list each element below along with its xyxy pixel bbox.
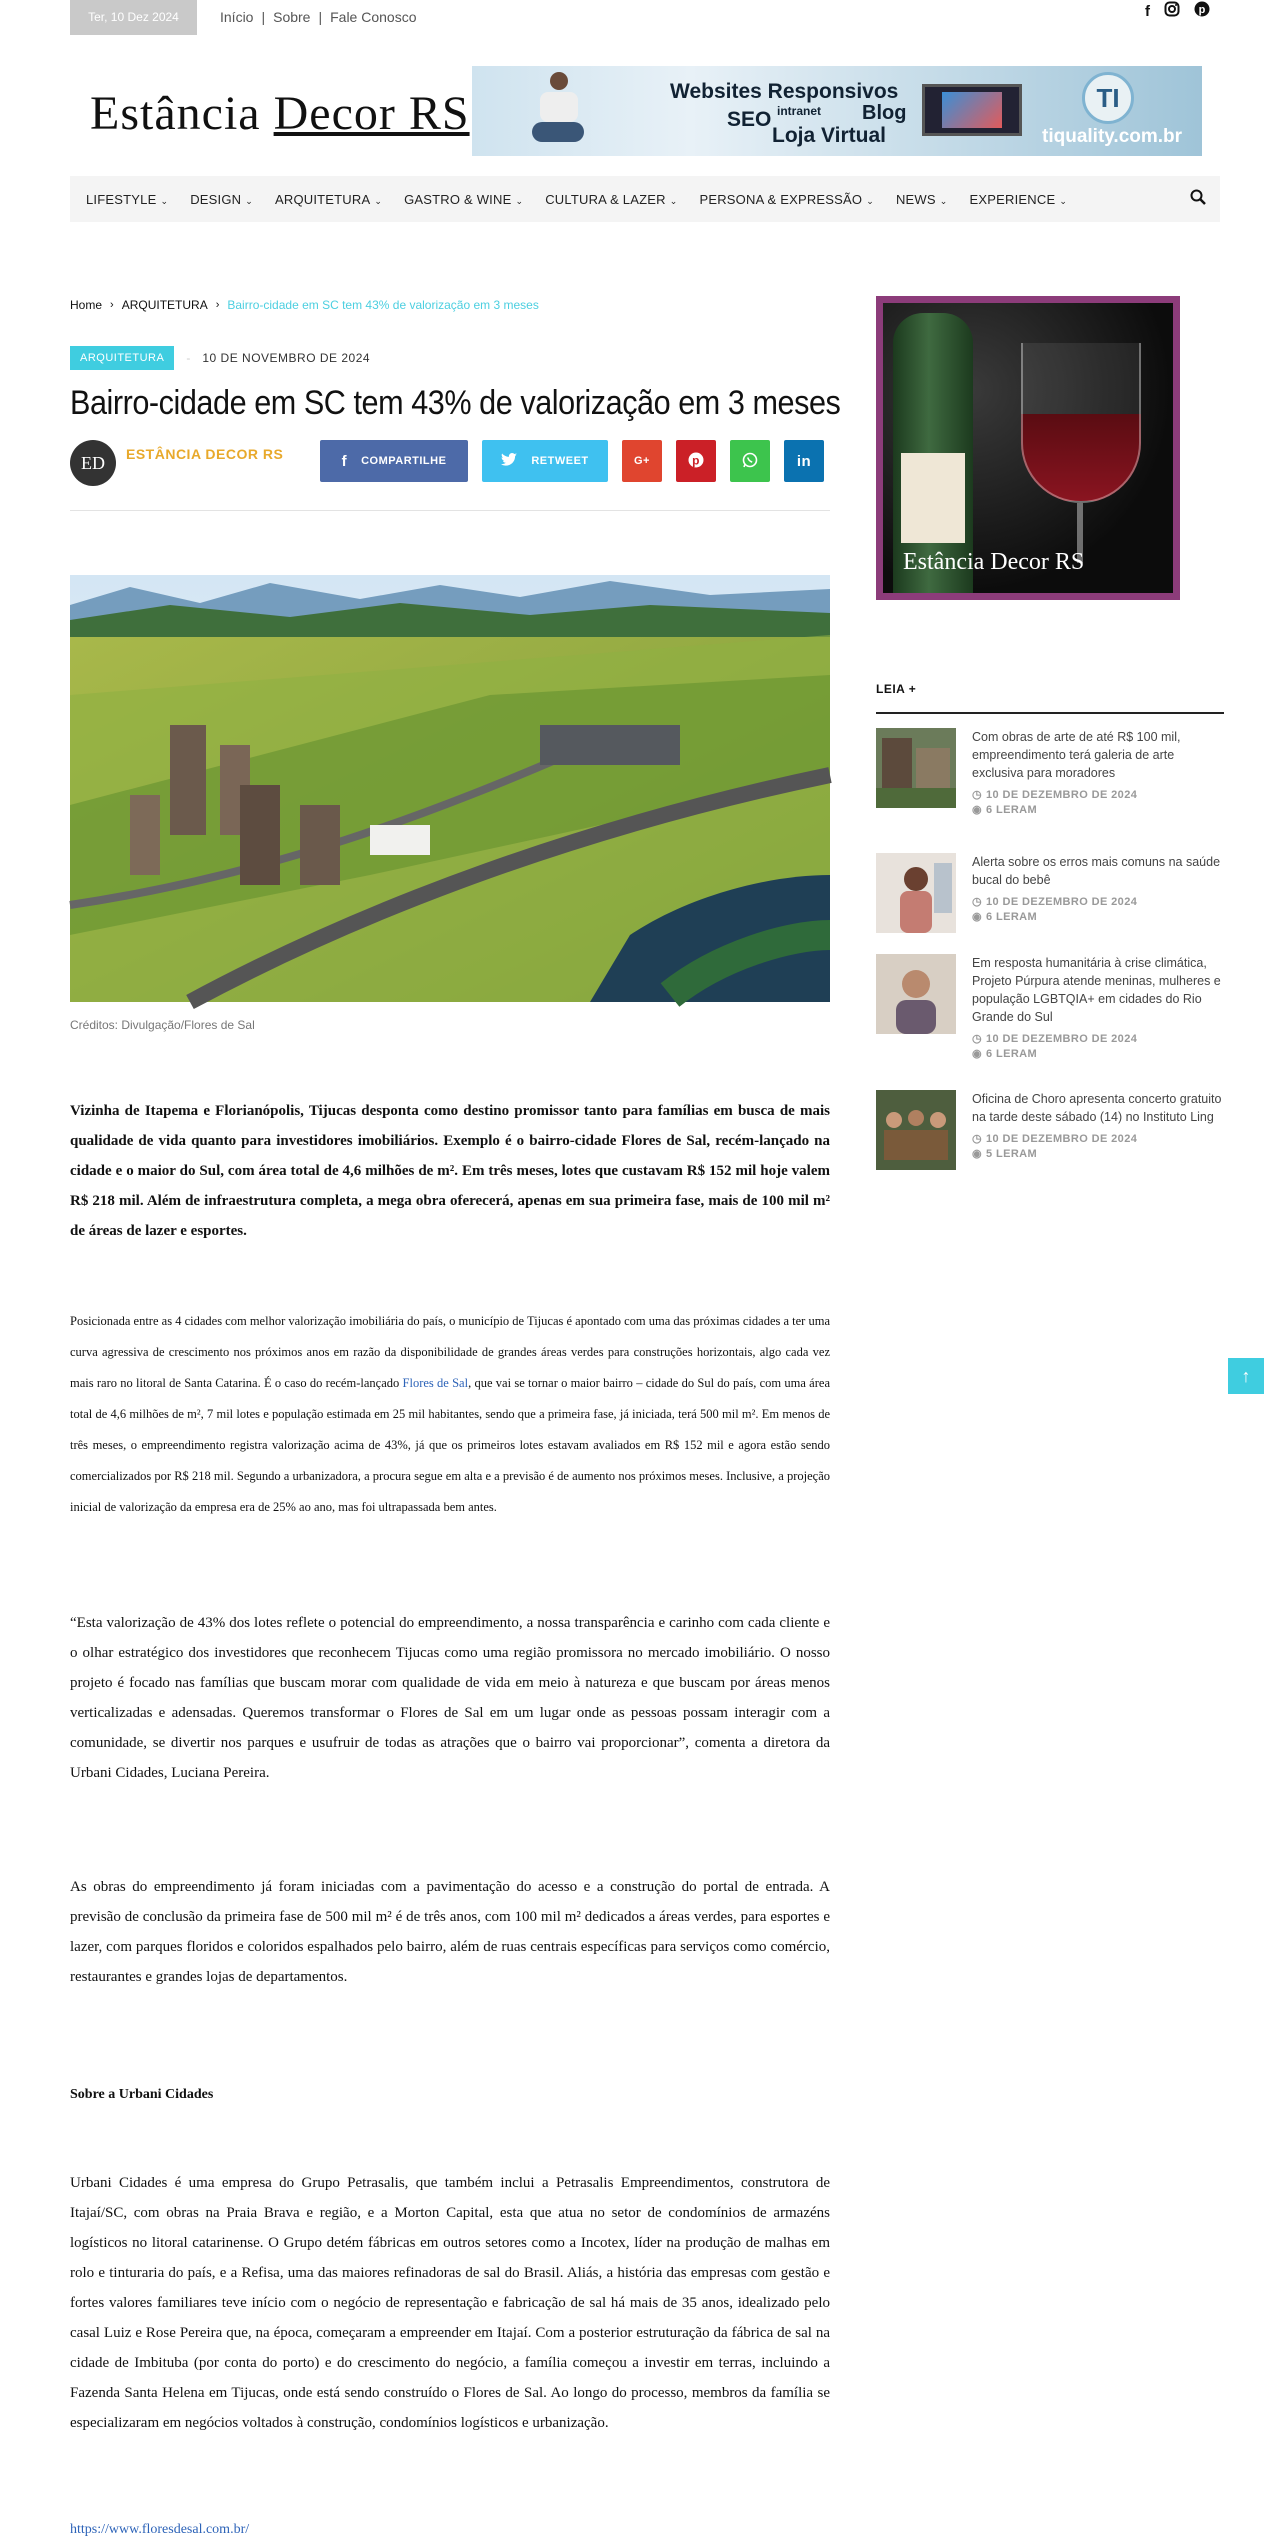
leia-thumbnail[interactable] <box>876 1090 956 1170</box>
facebook-icon: f <box>341 452 348 470</box>
leia-date: ◷ 10 DE DEZEMBRO DE 2024 <box>972 789 1138 801</box>
share-facebook-label: COMPARTILHE <box>361 455 447 467</box>
leia-title[interactable]: Com obras de arte de até R$ 100 mil, empreendimento terá galeria de arte exclusiva para moradores <box>972 730 1181 780</box>
ad-text: Estância Decor RS <box>903 549 1085 575</box>
floresdesal-site-link[interactable]: https://www.floresdesal.com.br/ <box>70 2522 250 2537</box>
sobre-heading: Sobre a Urbani Cidades <box>70 2087 214 2102</box>
leia-date: ◷ 10 DE DEZEMBRO DE 2024 <box>972 1133 1138 1145</box>
instagram-icon[interactable] <box>1164 1 1180 21</box>
chevron-down-icon: ⌄ <box>245 195 253 206</box>
author-avatar[interactable]: ED <box>70 440 116 486</box>
eye-icon: ◉ <box>972 804 982 816</box>
leia-title[interactable]: Alerta sobre os erros mais comuns na saúde bucal do bebê <box>972 855 1221 887</box>
share-facebook-button[interactable] <box>320 440 468 482</box>
chevron-right-icon: › <box>110 299 114 311</box>
nav-item-news[interactable]: NEWS ⌄ <box>895 191 948 207</box>
main-nav <box>70 176 1220 222</box>
breadcrumb-current: Bairro-cidade em SC tem 43% de valorização em 3 meses <box>227 298 539 312</box>
chevron-right-icon: › <box>215 299 220 311</box>
article-title: Bairro-cidade em SC tem 43% de valorização em 3 meses <box>70 384 841 422</box>
eye-icon: ◉ <box>972 911 982 923</box>
article-date: 10 DE NOVEMBRO DE 2024 <box>202 351 371 365</box>
chevron-down-icon: ⌄ <box>160 195 169 206</box>
share-gplus-button[interactable] <box>622 440 662 482</box>
linkedin-icon: in <box>796 452 812 470</box>
article-meta <box>70 346 370 370</box>
breadcrumb-category[interactable]: ARQUITETURA <box>121 298 208 312</box>
pinterest-icon[interactable] <box>1194 1 1210 21</box>
article-paragraph-2: Posicionada entre as 4 cidades com melhor valorização imobiliária do país, o município de Tijucas é apontado com uma das próximas cidades a ter uma curva agressiva de crescimento nos próximos anos em razão da disponibilidade de grandes áreas verdes para construções horizontais, algo cada vez mais raro no litoral de Santa Catarina. É o caso do recém-lançado Flores de Sal, que vai se tornar o maior bairro – cidade do Sul do país, com uma área total de 4,6 milhões de m², 7 mil lotes e população estimada em 25 mil habitantes, sendo que a primeira fase, já iniciada, terá 500 mil m². Em menos de três meses, o empreendimento registra valorização acima de 43%, já que os primeiros lotes estavam avaliados em R$ 152 mil e agora estão sendo comercializados por R$ 218 mil. Segundo a urbanizadora, a procura segue em alta e a previsão é de aumento nos próximos meses. Inclusive, a projeção inicial de valorização da empresa era de 25% ao ano, mas foi ultrapassada bem antes. <box>70 1314 830 1514</box>
banner-monitor-screen <box>942 92 1002 128</box>
top-link-inicio[interactable]: Início <box>220 9 254 25</box>
flores-de-sal-link[interactable]: Flores de Sal <box>402 1376 469 1390</box>
banner-line5: Loja Virtual <box>772 124 886 147</box>
nav-item-design[interactable]: DESIGN ⌄ <box>190 191 253 207</box>
share-twitter-button[interactable] <box>482 440 608 482</box>
share-linkedin-button[interactable] <box>784 440 824 482</box>
meta-separator: - <box>186 351 191 365</box>
article-paragraph-urbani: Urbani Cidades é uma empresa do Grupo Petrasalis, que também inclui a Petrasalis Empreendimentos, construtora de Itajaí/SC, com obras na Praia Brava e região, e a Morton Capital, esta que atua no setor de condomínios de armazéns logísticos no litoral catarinense. O Grupo detém fábricas em outros setores como a Incotex, líder na produção de malhas em rolo e tinturaria do país, e a Refisa, uma das maiores refinadoras de sal do Brasil. Aliás, a história das empresas com gestão e fortes valores familiares teve início com o negócio de representação e fabricação de sal há mais de 35 anos, idealizado pelo casal Luiz e Rose Pereira que, na época, começaram a empreender em Itajaí. Com a posterior estruturação da fábrica de sal na cidade de Imbituba (por conta do porto) e do crescimento do negócio, a família começou a investir em terras, incluindo a Fazenda Santa Helena em Tijucas, onde está sendo construído o Flores de Sal. Ao longo do processo, membros da família se especializaram em negócios voltados à construção, condomínios logísticos e urbanização. <box>70 2175 830 2431</box>
top-link-sobre[interactable]: Sobre <box>273 9 311 25</box>
article-lead: Vizinha de Itapema e Florianópolis, Tijucas desponta como destino promissor tanto para famílias em busca de mais qualidade de vida quanto para investidores imobiliários. Exemplo é o bairro-cidade Flores de Sal, recém-lançado na cidade e o maior do Sul, com área total de 4,6 milhões de m². Em três meses, lotes que custavam R$ 152 mil hoje valem R$ 218 mil. Além de infraestrutura completa, a mega obra oferecerá, apenas em sua primeira fase, mais de 100 mil m² de áreas de lazer e esportes. <box>70 1103 830 1239</box>
chevron-down-icon: ⌄ <box>374 195 383 206</box>
article-hero-image <box>70 575 830 1002</box>
chevron-down-icon: ⌄ <box>1059 195 1068 206</box>
leia-views: ◉ 6 LERAM <box>972 804 1038 816</box>
twitter-icon <box>501 453 517 469</box>
nav-item-cultura-lazer[interactable]: CULTURA & LAZER ⌄ <box>545 191 678 207</box>
clock-icon: ◷ <box>972 789 982 801</box>
wine-image <box>883 303 1173 593</box>
nav-item-experience[interactable]: EXPERIENCE ⌄ <box>969 191 1068 207</box>
back-to-top-button[interactable]: ↑ <box>1228 1358 1264 1394</box>
article-paragraph-obras: As obras do empreendimento já foram iniciadas com a pavimentação do acesso e a construção do portal de entrada. A previsão de conclusão da primeira fase de 500 mil m² é de três anos, com 100 mil m² dedicados a áreas verdes, para esportes e lazer, com parques floridos e coloridos espalhados pelo bairro, além de ruas centrais específicas para serviços como comércio, restaurantes e grandes lojas de departamentos. <box>70 1879 830 1985</box>
image-caption: Créditos: Divulgação/Flores de Sal <box>70 1018 255 1032</box>
eye-icon: ◉ <box>972 1148 982 1160</box>
leia-mais-heading: LEIA + <box>876 680 1224 714</box>
nav-item-gastro-wine[interactable]: GASTRO & WINE ⌄ <box>404 191 524 207</box>
nav-item-arquitetura[interactable]: ARQUITETURA ⌄ <box>274 191 383 207</box>
sidebar-ad[interactable] <box>876 296 1180 600</box>
chevron-down-icon: ⌄ <box>866 195 874 206</box>
whatsapp-icon <box>742 452 758 471</box>
top-bar <box>70 0 1210 35</box>
ad-banner-tiquality[interactable] <box>472 66 1202 156</box>
author-share-row <box>70 440 830 490</box>
svg-text:p: p <box>1198 4 1206 16</box>
leia-title[interactable]: Em resposta humanitária à crise climática, Projeto Púrpura atende meninas, mulheres e população LGBTQIA+ em cidades do Rio Grande do Sul <box>972 956 1221 1024</box>
leia-views: ◉ 6 LERAM <box>972 911 1038 923</box>
banner-line1: Websites Responsivos <box>670 80 899 103</box>
clock-icon: ◷ <box>972 1133 982 1145</box>
banner-site: tiquality.com.br <box>1042 126 1183 147</box>
chevron-down-icon: ⌄ <box>939 195 948 206</box>
category-badge[interactable]: ARQUITETURA <box>70 346 174 370</box>
leia-views: ◉ 6 LERAM <box>972 1048 1038 1060</box>
chevron-down-icon: ⌄ <box>669 195 678 206</box>
pinterest-icon <box>688 452 704 471</box>
social-links <box>1145 0 1210 22</box>
banner-tiquality-logo: TI <box>1082 72 1134 124</box>
leia-thumbnail[interactable] <box>876 853 956 933</box>
top-link-fale-conosco[interactable]: Fale Conosco <box>330 9 417 25</box>
leia-date: ◷ 10 DE DEZEMBRO DE 2024 <box>972 1033 1138 1045</box>
nav-item-persona-expressao[interactable]: PERSONA & EXPRESSÃO ⌄ <box>699 191 874 207</box>
banner-person-illustration <box>532 72 582 150</box>
leia-thumbnail[interactable] <box>876 728 956 808</box>
leia-views: ◉ 5 LERAM <box>972 1148 1038 1160</box>
site-header <box>70 66 1210 156</box>
breadcrumb <box>70 298 539 312</box>
share-pinterest-button[interactable] <box>676 440 716 482</box>
logo-part2: Decor RS <box>273 87 470 140</box>
site-logo[interactable] <box>90 86 470 141</box>
svg-text:p: p <box>692 453 700 467</box>
banner-line3: intranet <box>777 104 822 118</box>
gplus-icon: G+ <box>634 455 650 467</box>
leia-date: ◷ 10 DE DEZEMBRO DE 2024 <box>972 896 1138 908</box>
share-twitter-label: RETWEET <box>531 455 589 467</box>
share-whatsapp-button[interactable] <box>730 440 770 482</box>
current-date: Ter, 10 Dez 2024 <box>70 0 197 35</box>
banner-line4: Blog <box>862 102 907 124</box>
facebook-icon[interactable]: f <box>1145 2 1150 20</box>
divider <box>70 510 830 511</box>
leia-title[interactable]: Oficina de Choro apresenta concerto gratuito na tarde deste sábado (14) no Instituto Ling <box>972 1092 1222 1124</box>
top-links: Início | Sobre | Fale Conosco <box>220 9 417 25</box>
clock-icon: ◷ <box>972 896 982 908</box>
clock-icon: ◷ <box>972 1033 982 1045</box>
leia-thumbnail[interactable] <box>876 954 956 1034</box>
author-name[interactable]: ESTÂNCIA DECOR RS <box>126 446 284 462</box>
banner-line2: SEO <box>727 108 772 131</box>
chevron-down-icon: ⌄ <box>515 195 524 206</box>
share-buttons <box>320 440 824 482</box>
article-quote: “Esta valorização de 43% dos lotes reflete o potencial do empreendimento, a nossa transparência e carinho com cada cliente e o olhar estratégico dos investidores que reconhecem Tijucas como uma região promissora no mercado imobiliário. O nosso projeto é focado nas famílias que buscam morar com qualidade de vida em meio à natureza e que buscam por áreas menos verticalizadas e adensadas. Queremos transformar o Flores de Sal em um lugar onde as pessoas possam interagir com a comunidade, se divertir nos parques e usufruir de todas as atrações que o bairro vai proporcionar”, comenta a diretora da Urbani Cidades, Luciana Pereira. <box>70 1615 830 1781</box>
nav-item-lifestyle[interactable]: LIFESTYLE ⌄ <box>86 191 169 207</box>
breadcrumb-home[interactable]: Home <box>70 298 103 312</box>
eye-icon: ◉ <box>972 1048 982 1060</box>
logo-part1: Estância <box>90 87 261 140</box>
search-icon[interactable] <box>1190 189 1206 210</box>
